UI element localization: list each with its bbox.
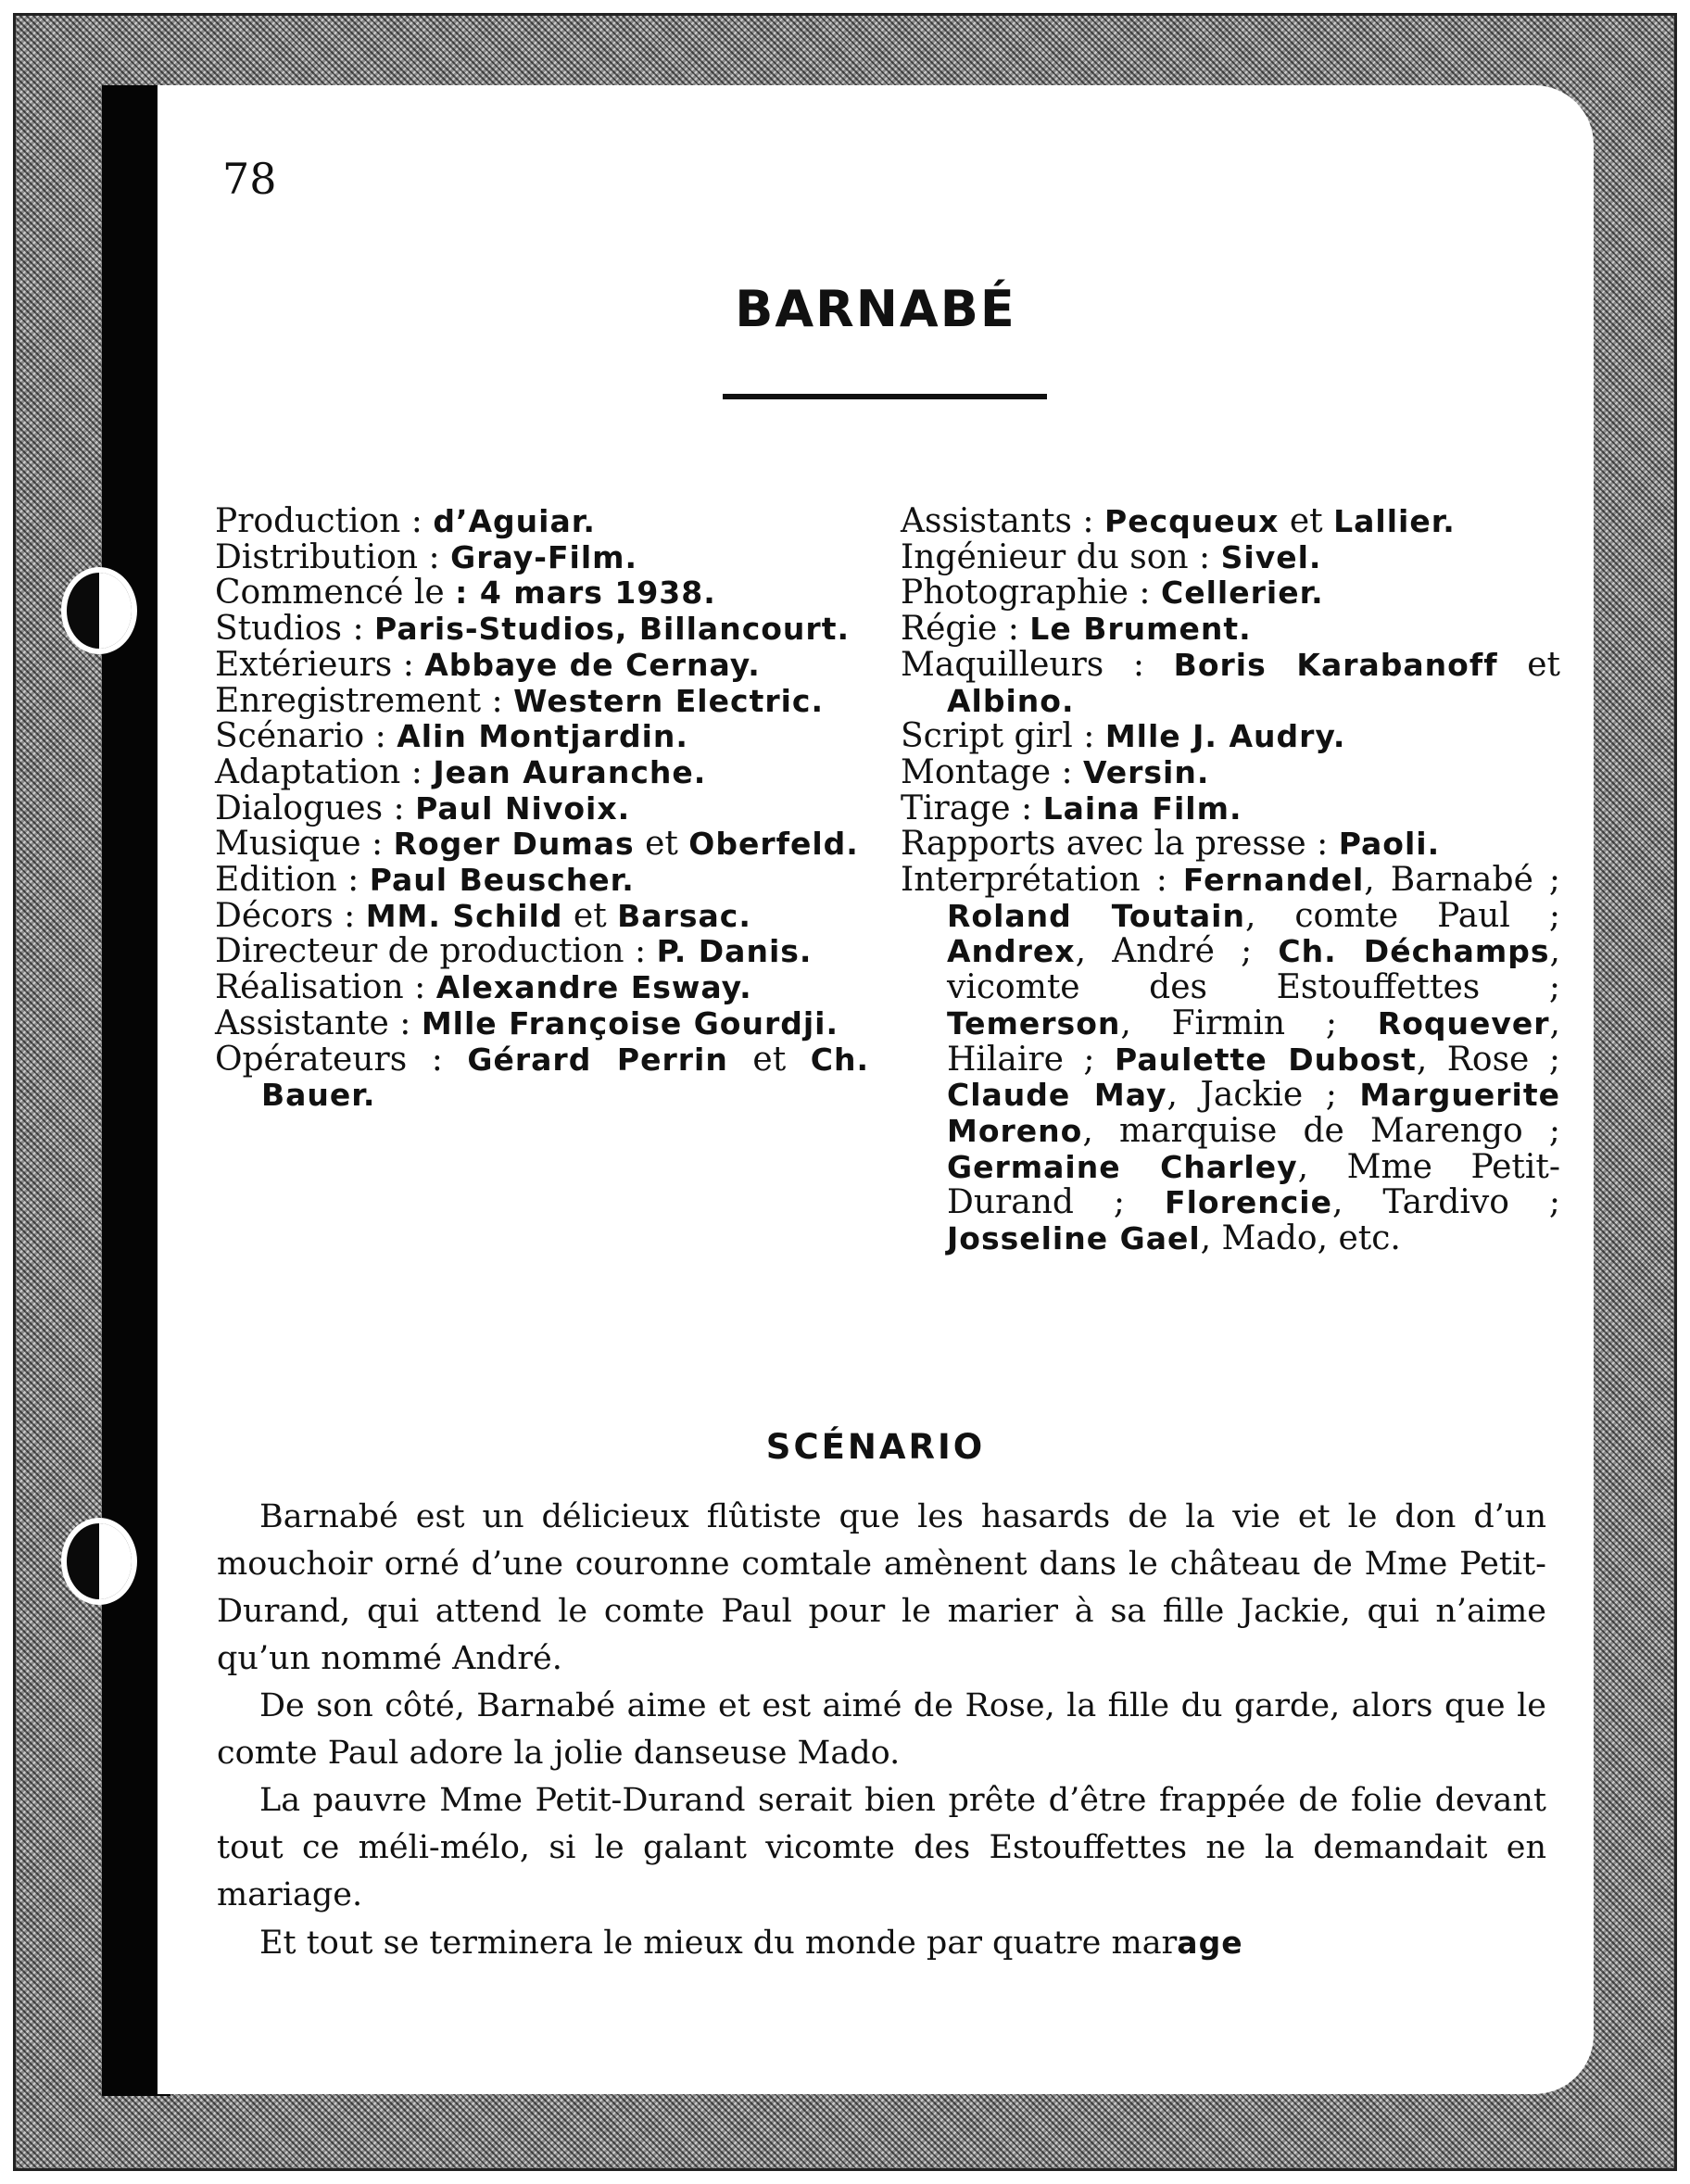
credit-line [215, 504, 869, 540]
credit-line [901, 537, 1560, 576]
page-number: 78 [222, 154, 277, 204]
credit-label: Rapports avec la presse : [901, 825, 1339, 864]
credit-label: Régie : [901, 610, 1030, 649]
credit-label: et [1497, 645, 1571, 684]
credit-name: Gray-Film. [450, 538, 638, 575]
credit-name: Cellerier. [1161, 574, 1324, 612]
credit-line [901, 575, 1560, 612]
credit-line [901, 791, 1560, 827]
credit-name: Alin Montjardin. [397, 718, 688, 755]
credit-line [215, 970, 869, 1006]
credit-label: et [727, 1040, 811, 1079]
credit-label: La pauvre Mme Petit-Durand serait bien prête d’être frappée de folie devant tout ce méli-mélo, si le galant vicomte des Estouffettes ne la demandait en mariage. [217, 1782, 1546, 1913]
credit-line [215, 827, 869, 863]
credit-line [215, 1040, 881, 1114]
credit-name: P. Danis. [656, 933, 813, 970]
credit-name: MM. Schild [365, 897, 563, 934]
credit-label: , André ; [1075, 932, 1279, 971]
credit-line [215, 681, 869, 720]
credit-line [901, 719, 1560, 755]
credit-label: , Barnabé ; [1364, 861, 1571, 900]
credit-label: , Tardivo ; [1331, 1183, 1571, 1222]
credit-label: Adaptation : [215, 752, 434, 791]
credit-name: Germaine Charley [947, 1148, 1298, 1185]
credit-label: et [562, 896, 618, 935]
credit-name: Albino. [947, 682, 1075, 719]
binder-ring-bottom [61, 1518, 137, 1605]
credit-line [901, 645, 1571, 719]
credit-label: Et tout se terminera le mieux du monde par quatre mar [259, 1925, 1178, 1962]
credit-label: Musique : [215, 825, 394, 864]
credit-name: Andrex [947, 933, 1076, 970]
credit-name: Claude May [947, 1077, 1167, 1114]
credit-name: Paulette Dubost [1115, 1041, 1417, 1078]
credit-line [215, 719, 869, 755]
credit-label: Distribution : [215, 537, 451, 576]
credit-name: Mlle Françoise Gourdji. [421, 1004, 839, 1042]
credit-name: Versin. [1083, 753, 1210, 790]
credit-name: Paul Nivoix. [415, 789, 631, 827]
credit-name: Alexandre Esway. [435, 969, 752, 1006]
credit-name: Mlle J. Audry. [1104, 718, 1346, 755]
credit-line [215, 863, 869, 899]
credit-line [215, 791, 869, 827]
scenario-paragraph [217, 1777, 1546, 1919]
credit-label: , Mado, etc. [1200, 1219, 1401, 1258]
credit-line [901, 752, 1560, 791]
credit-line [215, 537, 869, 576]
credits-left-column [215, 502, 881, 1114]
credit-name: Fernandel [1182, 862, 1365, 899]
film-title: BARNABÉ [735, 280, 1016, 338]
credit-label: Ingénieur du son : [901, 537, 1221, 576]
credit-name: Abbaye de Cernay. [424, 646, 761, 683]
credit-name: Temerson [947, 1004, 1121, 1042]
credit-label: Montage : [901, 752, 1084, 791]
credit-label: , Rose ; [1416, 1040, 1571, 1079]
credit-label: Assistants : [901, 502, 1105, 540]
credit-label: , vicomte des Estouffettes ; [947, 932, 1571, 1007]
credit-name: Gérard Perrin [467, 1041, 728, 1078]
credits-right-column [901, 502, 1572, 1258]
credit-name: : 4 mars 1938. [455, 574, 716, 612]
credit-line [215, 752, 869, 791]
credit-label: Maquilleurs : [901, 645, 1174, 684]
binder-ring-top [61, 567, 137, 654]
credit-label: Réalisation : [215, 968, 436, 1007]
credit-name: Roquever [1377, 1004, 1550, 1042]
credit-label: Enregistrement : [215, 681, 514, 720]
credit-label: Studios : [215, 610, 375, 649]
credit-line [901, 827, 1560, 863]
credit-line [215, 896, 869, 935]
credit-label: Tirage : [901, 789, 1043, 827]
credit-name: Barsac. [617, 897, 751, 934]
scenario-paragraph [217, 1683, 1546, 1777]
credit-line [215, 612, 869, 648]
credit-label: De son côté, Barnabé aime et est aimé de Rose, la fille du garde, alors que le comte Paul adore la jolie danseuse Mado. [217, 1687, 1546, 1772]
credit-name: Ch. Bauer. [261, 1041, 881, 1114]
credit-name: Le Brument. [1029, 611, 1252, 648]
credit-label: Opérateurs : [215, 1040, 468, 1079]
credit-label: , comte Paul ; [1244, 896, 1571, 935]
credit-label: Directeur de production : [215, 932, 657, 971]
credit-name: Josseline Gael [947, 1220, 1201, 1257]
credit-label: Dialogues : [215, 789, 416, 827]
credit-label: Assistante : [215, 1004, 422, 1042]
credit-name: Roger Dumas [393, 826, 635, 863]
title-rule [723, 394, 1047, 399]
credit-name: Paul Beuscher. [369, 862, 635, 899]
credit-label: , Firmin ; [1120, 1004, 1378, 1042]
credit-label: , Mme Petit-Durand ; [947, 1147, 1561, 1222]
credit-name: age [1177, 1925, 1243, 1961]
credit-name: Western Electric. [513, 682, 825, 719]
credit-line [215, 934, 869, 970]
credit-line [901, 612, 1560, 648]
credit-label: Photographie : [901, 574, 1162, 612]
scenario-text [217, 1494, 1546, 1967]
scenario-heading: SCÉNARIO [765, 1427, 986, 1467]
credit-name: Boris Karabanoff [1173, 646, 1498, 683]
credit-name: Pecqueux [1104, 503, 1280, 539]
credit-name: Lallier. [1333, 503, 1456, 539]
credit-label: Script girl : [901, 717, 1105, 756]
credit-line [215, 1006, 869, 1042]
credit-label: et [634, 825, 689, 864]
credit-name: Ch. Déchamps [1278, 933, 1550, 970]
credit-name: Roland Toutain [947, 897, 1245, 934]
credit-name: Paoli. [1338, 826, 1441, 863]
credit-name: Marguerite Moreno [947, 1077, 1572, 1149]
credit-label: , Hilaire ; [947, 1004, 1571, 1079]
credit-name: Laina Film. [1042, 789, 1242, 827]
credit-name: Florencie [1165, 1184, 1332, 1221]
scenario-paragraph [217, 1919, 1546, 1967]
credit-line [901, 504, 1560, 540]
credit-line [901, 861, 1572, 1258]
credit-label: , Jackie ; [1167, 1076, 1360, 1115]
credit-label: , marquise de Marengo ; [1082, 1111, 1571, 1150]
credit-label: Décors : [215, 896, 366, 935]
credit-label: Barnabé est un délicieux flûtiste que les hasards de la vie et le don d’un mouchoir orné d’une couronne comtale amènent dans le château de Mme Petit-Durand, qui attend le comte Paul pour le marier à sa fille Jackie, qui n’aime qu’un nommé André. [217, 1498, 1546, 1677]
scenario-paragraph [217, 1494, 1546, 1683]
credit-line [215, 575, 869, 612]
credit-label: Edition : [215, 861, 370, 900]
credit-name: Jean Auranche. [433, 753, 707, 790]
credit-label: Production : [215, 502, 434, 540]
credit-line [215, 645, 869, 684]
credit-label: et [1279, 502, 1334, 540]
credit-label: Commencé le [215, 574, 456, 612]
credit-label: Scénario : [215, 717, 397, 756]
credit-label: Extérieurs : [215, 645, 425, 684]
credit-name: Sivel. [1220, 538, 1322, 575]
credit-name: Paris-Studios, Billancourt. [374, 611, 851, 648]
credit-label: Interprétation : [901, 861, 1183, 900]
credit-name: d’Aguiar. [433, 503, 596, 539]
credit-name: Oberfeld. [688, 826, 859, 863]
document-page [158, 85, 1594, 2094]
